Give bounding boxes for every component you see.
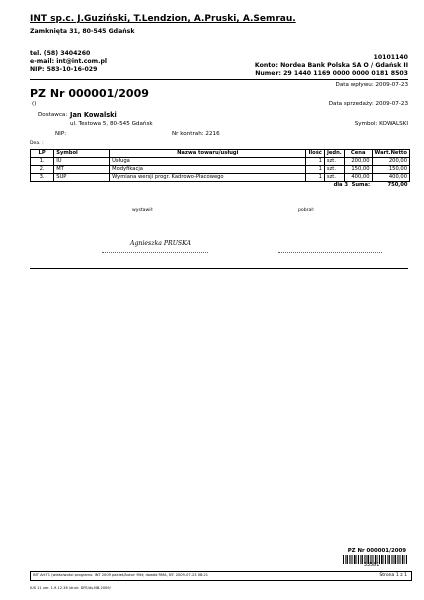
table-row: [31, 158, 410, 166]
bank-account: Konto: Nordea Bank Polska SA O / Gdańsk II: [254, 62, 408, 69]
cell-name: Modyfikacja: [110, 166, 306, 174]
company-contacts: [30, 50, 107, 74]
header-unit: Jedn.: [324, 150, 344, 158]
cell-qty: 1: [306, 174, 324, 182]
page-number: Strona 1 z 1: [379, 573, 407, 578]
summary-label-cell: [324, 182, 372, 190]
company-name: INT sp.c. J.Guziński, T.Lendzion, A.Pruski, A.Semrau.: [30, 14, 296, 24]
summary-label: Suma:: [351, 182, 371, 188]
issued-label: wystawił:: [132, 208, 154, 213]
bank-number: 10101140: [373, 54, 408, 61]
summary-value: 750,00: [372, 182, 409, 190]
header-qty: Ilość: [306, 150, 324, 158]
summary-count: dla 3: [333, 182, 348, 188]
cell-qty: 1: [306, 158, 324, 166]
company-email: e-mail: int@int.com.pl: [30, 58, 108, 65]
cell-name: Wymiana wersji progr. Kadrowo-Płacowego: [110, 174, 306, 182]
items-table: [30, 149, 410, 189]
received-signature-line: [278, 252, 382, 253]
footer-text: INT Art71 (właściwości programu: INT 2009 pakiet/Autor: Mkt; dowód RMA, NT: 2009-07-23 08:21: [33, 573, 209, 577]
issued-signature-line: [102, 252, 208, 253]
cell-lp: 3.: [31, 174, 54, 182]
cell-net: 400,00: [372, 174, 409, 182]
cell-lp: 2.: [31, 166, 54, 174]
cell-symbol: MT: [54, 166, 110, 174]
footer-bar: [30, 571, 412, 581]
contractor-number: Nr kontrah: 2216: [172, 131, 220, 137]
cell-price: 200,00: [344, 158, 372, 166]
cell-lp: 1.: [31, 158, 54, 166]
table-header-row: [31, 150, 410, 158]
header-price: Cena: [344, 150, 372, 158]
barcode-number: 33581: [364, 563, 380, 568]
cell-name: Usługa: [110, 158, 306, 166]
received-label: pobrał:: [298, 208, 315, 213]
cell-net: 200,00: [372, 158, 409, 166]
cell-qty: 1: [306, 166, 324, 174]
body-divider: [30, 268, 408, 269]
cell-symbol: IU: [54, 158, 110, 166]
cell-symbol: SUP: [54, 174, 110, 182]
supplier-name: Jan Kowalski: [70, 111, 117, 119]
cell-unit: szt.: [324, 166, 344, 174]
date-received: Data wpływu: 2009-07-23: [335, 82, 408, 88]
signature-name: Agnieszka PRUSKA: [130, 240, 192, 247]
header-name: Nazwa towaru/usługi: [110, 150, 306, 158]
company-phone: tel. (58) 3404260: [30, 50, 91, 57]
summary-row: [31, 182, 410, 190]
bank-info: [255, 54, 408, 78]
supplier-symbol: Symbol: KOWALSKI: [354, 121, 408, 127]
header-divider: [30, 79, 408, 80]
cell-price: 150,00: [344, 166, 372, 174]
bank-account-number: Numer: 29 1440 1169 0000 0000 0181 8503: [255, 70, 408, 77]
header-lp: LP: [31, 150, 54, 158]
company-nip: NIP: 583-10-16-029: [30, 66, 98, 73]
date-sale: Data sprzedaży: 2009-07-23: [328, 101, 408, 107]
table-row: [31, 166, 410, 174]
table-row: [31, 174, 410, 182]
header-symbol: Symbol: [54, 150, 110, 158]
document-title: PZ Nr 000001/2009: [30, 87, 149, 100]
parens-text: (): [32, 101, 37, 107]
dea-label: Dea. :: [30, 141, 44, 146]
supplier-label: Dostawca:: [38, 112, 68, 118]
footer-doc-title: PZ Nr 000001/2009: [347, 548, 406, 554]
cell-net: 150,00: [372, 166, 409, 174]
cell-unit: szt.: [324, 158, 344, 166]
bottom-note: IUS 11 ver. 1.9.12.36 /druk: DFE/dv.NB.2009/: [30, 586, 111, 590]
company-address: Zamknięta 31, 80-545 Gdańsk: [30, 28, 135, 35]
header-net: Wart.Netto: [372, 150, 409, 158]
cell-unit: szt.: [324, 174, 344, 182]
cell-price: 400,00: [344, 174, 372, 182]
nip-label: NIP:: [55, 131, 67, 137]
supplier-address: ul. Testowa 5, 80-545 Gdańsk: [70, 121, 153, 127]
